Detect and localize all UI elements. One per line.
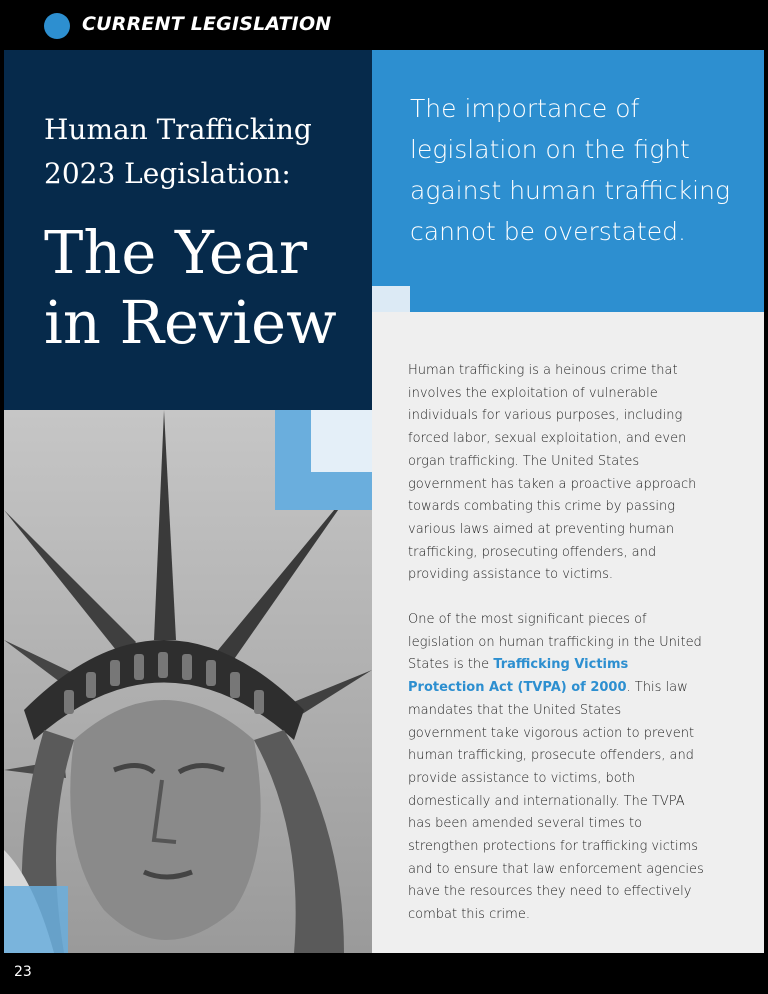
- quote-line-3: against human trafficking: [410, 176, 730, 205]
- footer-bar: [0, 953, 768, 994]
- section-label: CURRENT LEGISLATION: [82, 13, 332, 35]
- subtitle-line-2: 2023 Legislation:: [44, 157, 291, 190]
- subtitle: [44, 108, 364, 196]
- decorative-notch: [372, 286, 410, 312]
- pull-quote: [372, 50, 764, 312]
- decorative-box-corner: [4, 886, 68, 953]
- page-number: 23: [14, 964, 32, 980]
- title-line-1: The Year: [44, 218, 308, 287]
- title-block: [4, 50, 372, 410]
- header-bar: [0, 0, 768, 50]
- subtitle-line-1: Human Trafficking: [44, 113, 312, 146]
- decorative-box-light: [311, 410, 372, 472]
- page-content: [4, 50, 764, 953]
- tvpa-link[interactable]: Trafficking Victims Protection Act (TVPA) of 2000: [408, 657, 629, 696]
- article-body: [408, 360, 704, 949]
- paragraph-1: Human trafficking is a heinous crime that involves the exploitation of vulnerable individuals for various purposes, including forced labor, sexual exploitation, and even organ trafficking. The United States government has taken a proactive approach towards combating this crime by passing various laws aimed at preventing human trafficking, prosecuting offenders, and providing assistance to victims.: [408, 363, 697, 583]
- quote-line-4: cannot be overstated.: [410, 217, 686, 246]
- pull-quote-text: [410, 88, 750, 252]
- paragraph-2-after: . This law mandates that the United States government take vigorous action to prevent human trafficking, prosecute offenders, and provide assistance to victims, both domestically and internationally. The TVPA has been amended several times to strengthen protections for trafficking victims and to ensure that law enforcement agencies have the resources they need to effectively combat this crime.: [408, 680, 704, 923]
- page-title: [44, 218, 370, 358]
- paragraph-2: [408, 609, 704, 927]
- paragraph-2-before: One of the most significant pieces of legislation on human trafficking in the United States is the: [408, 612, 702, 673]
- quote-line-2: legislation on the fight: [410, 135, 690, 164]
- title-line-2: in Review: [44, 288, 337, 357]
- section-dot-icon: [44, 13, 70, 39]
- quote-line-1: The importance of: [410, 94, 640, 123]
